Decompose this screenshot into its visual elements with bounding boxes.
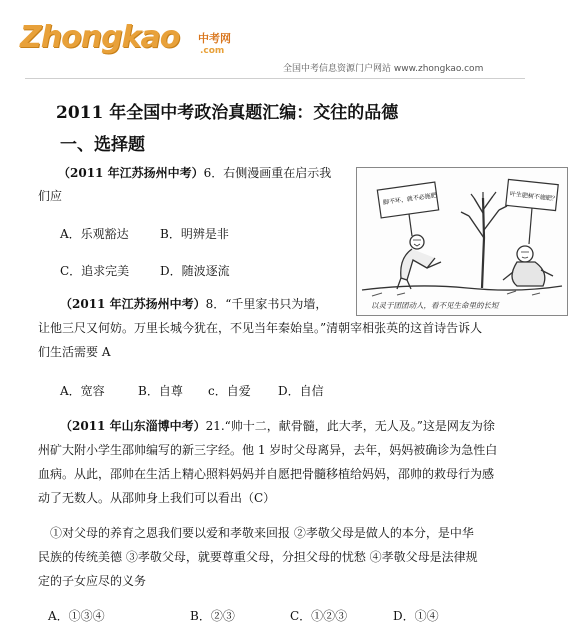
question-1-line-2: 们应 [38, 189, 63, 203]
question-2-line-1 [60, 292, 327, 316]
question-3-option-d: D．①④ [393, 609, 439, 623]
logo-chinese-name: 中考网 [198, 32, 231, 45]
question-1-option-a: A．乐观豁达 [60, 227, 129, 241]
question-3-text: 21.“帅十二，献骨髓，此大孝，无人及。”这是网友为徐 [205, 419, 495, 433]
question-3-source: （2011 年山东淄博中考） [60, 419, 206, 433]
site-logo[interactable]: Zhongkao [20, 20, 180, 55]
document-title: 2011 年全国中考政治真题汇编：交往的品德 [56, 103, 399, 123]
question-3-option-c: C．①②③ [290, 609, 348, 623]
cartoon-caption: 以灵于团团动人，看不见生命里的长短 [371, 301, 499, 310]
question-2-line-3: 们生活需要 A [38, 345, 111, 359]
question-2-option-a: A．宽容 [60, 384, 105, 398]
section-heading: 一、选择题 [60, 135, 145, 155]
cartoon-image [356, 167, 568, 316]
cartoon-right-sign-text: 叶生肥树不施肥？ [509, 190, 559, 203]
question-2-source: （2011 年江苏扬州中考） [60, 297, 206, 311]
question-3-line-3: 血病。从此，邵帅在生活上精心照料妈妈并自愿把骨髓移植给妈妈，邵帅的救母行为感 [38, 467, 495, 481]
question-3-statement-line-1: ①对父母的养育之恩我们要以爱和孝敬来回报 ②孝敬父母是做人的本分，是中华 [50, 526, 474, 540]
logo-domain-suffix: .com [200, 46, 225, 56]
question-1-option-b: B．明辨是非 [160, 227, 229, 241]
question-2-line-2: 让他三尺又何妨。万里长城今犹在，不见当年秦始皇。”清朝宰相张英的这首诗告诉人 [38, 321, 483, 335]
cartoon-drawing [357, 168, 567, 315]
question-1-option-d: D．随波逐流 [160, 264, 230, 278]
question-1-option-c: C．追求完美 [60, 264, 130, 278]
question-2-option-d: D．自信 [278, 384, 324, 398]
question-1-source: （2011 年江苏扬州中考） [58, 166, 204, 180]
question-2-option-b: B．自尊 [138, 384, 183, 398]
question-3-line-1 [60, 414, 495, 438]
question-3-statement-line-2: 民族的传统美德 ③孝敬父母，就要尊重父母，分担父母的忧愁 ④孝敬父母是法律规 [38, 550, 478, 564]
svg-text:以灵于团团动人，看不见生命里的长短 [371, 301, 500, 310]
question-3-option-b: B．②③ [190, 609, 235, 623]
question-2-text: 8．“千里家书只为墙， [205, 297, 328, 311]
question-1-line-1 [58, 161, 331, 185]
header-divider [25, 78, 525, 79]
question-3-line-4: 动了无数人。从邵帅身上我们可以看出（C） [38, 491, 276, 505]
question-3-option-a: A．①③④ [48, 609, 105, 623]
cartoon-left-sign-text: 脚不坏，就不必施肥 [382, 192, 438, 207]
site-tagline: 全国中考信息资源门户网站 www.zhongkao.com [283, 64, 484, 74]
question-3-statement-line-3: 定的子女应尽的义务 [38, 574, 147, 588]
site-header [0, 0, 573, 82]
question-3-line-2: 州矿大附小学生邵帅编写的新三字经。他 1 岁时父母离异，去年，妈妈被确诊为急性白 [38, 443, 498, 457]
question-2-option-c: c．自爱 [208, 384, 251, 398]
question-1-text: 6．右侧漫画重在启示我 [203, 166, 332, 180]
